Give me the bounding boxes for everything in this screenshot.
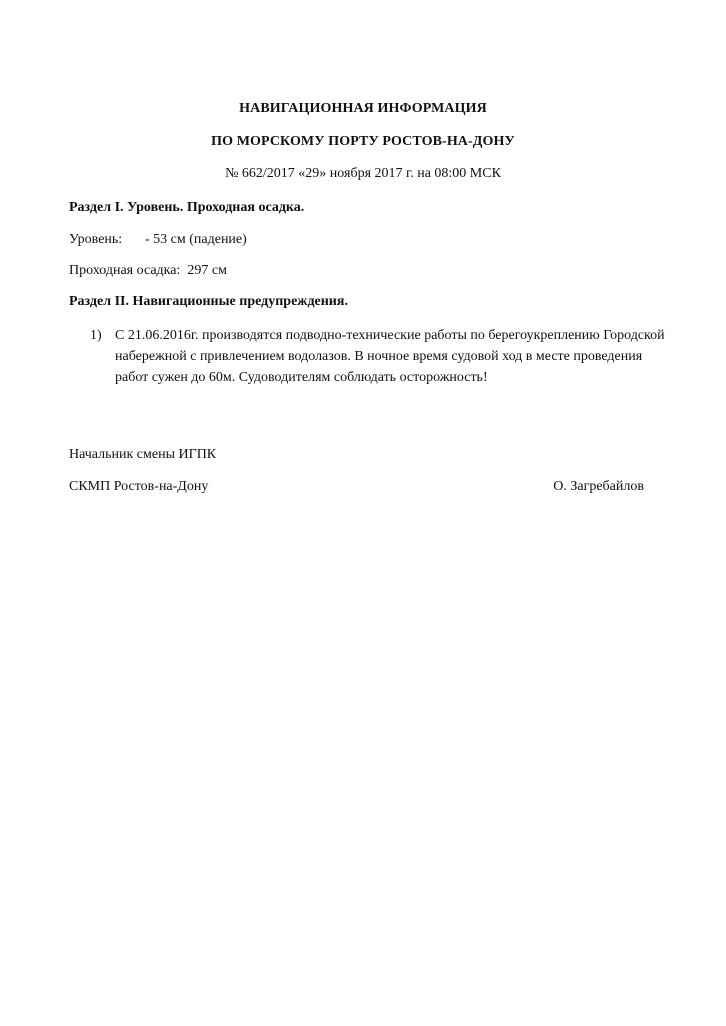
signatory-organization: СКМП Ростов-на-Дону	[69, 479, 209, 494]
signatory-name: О. Загребайлов	[553, 479, 644, 494]
warning-number: 1)	[90, 328, 102, 343]
section1-heading: Раздел I. Уровень. Проходная осадка.	[69, 200, 305, 215]
level-label: Уровень:	[69, 232, 123, 247]
document-title: НАВИГАЦИОННАЯ ИНФОРМАЦИЯ	[239, 101, 487, 116]
warning-text: С 21.06.2016г. производятся подводно-технические работы по берегоукреплению Городской набережной с привлечением водолазов. В ночное время судовой ход в месте проведения работ сужен до 60м. Судоводителям соблюдать осторожность!	[115, 328, 665, 385]
document-subtitle: ПО МОРСКОМУ ПОРТУ РОСТОВ-НА-ДОНУ	[211, 134, 515, 149]
list-item	[90, 325, 670, 388]
draft-value: 297 см	[187, 263, 227, 278]
level-value: - 53 см (падение)	[145, 232, 247, 247]
section2-heading: Раздел II. Навигационные предупреждения.	[69, 294, 348, 309]
level-row	[69, 232, 247, 248]
draft-row	[69, 263, 227, 279]
issue-number-date: № 662/2017 «29» ноября 2017 г. на 08:00 МСК	[225, 166, 501, 181]
warnings-list	[90, 325, 670, 388]
draft-label: Проходная осадка:	[69, 263, 181, 278]
signatory-position: Начальник смены ИГПК	[69, 447, 217, 462]
